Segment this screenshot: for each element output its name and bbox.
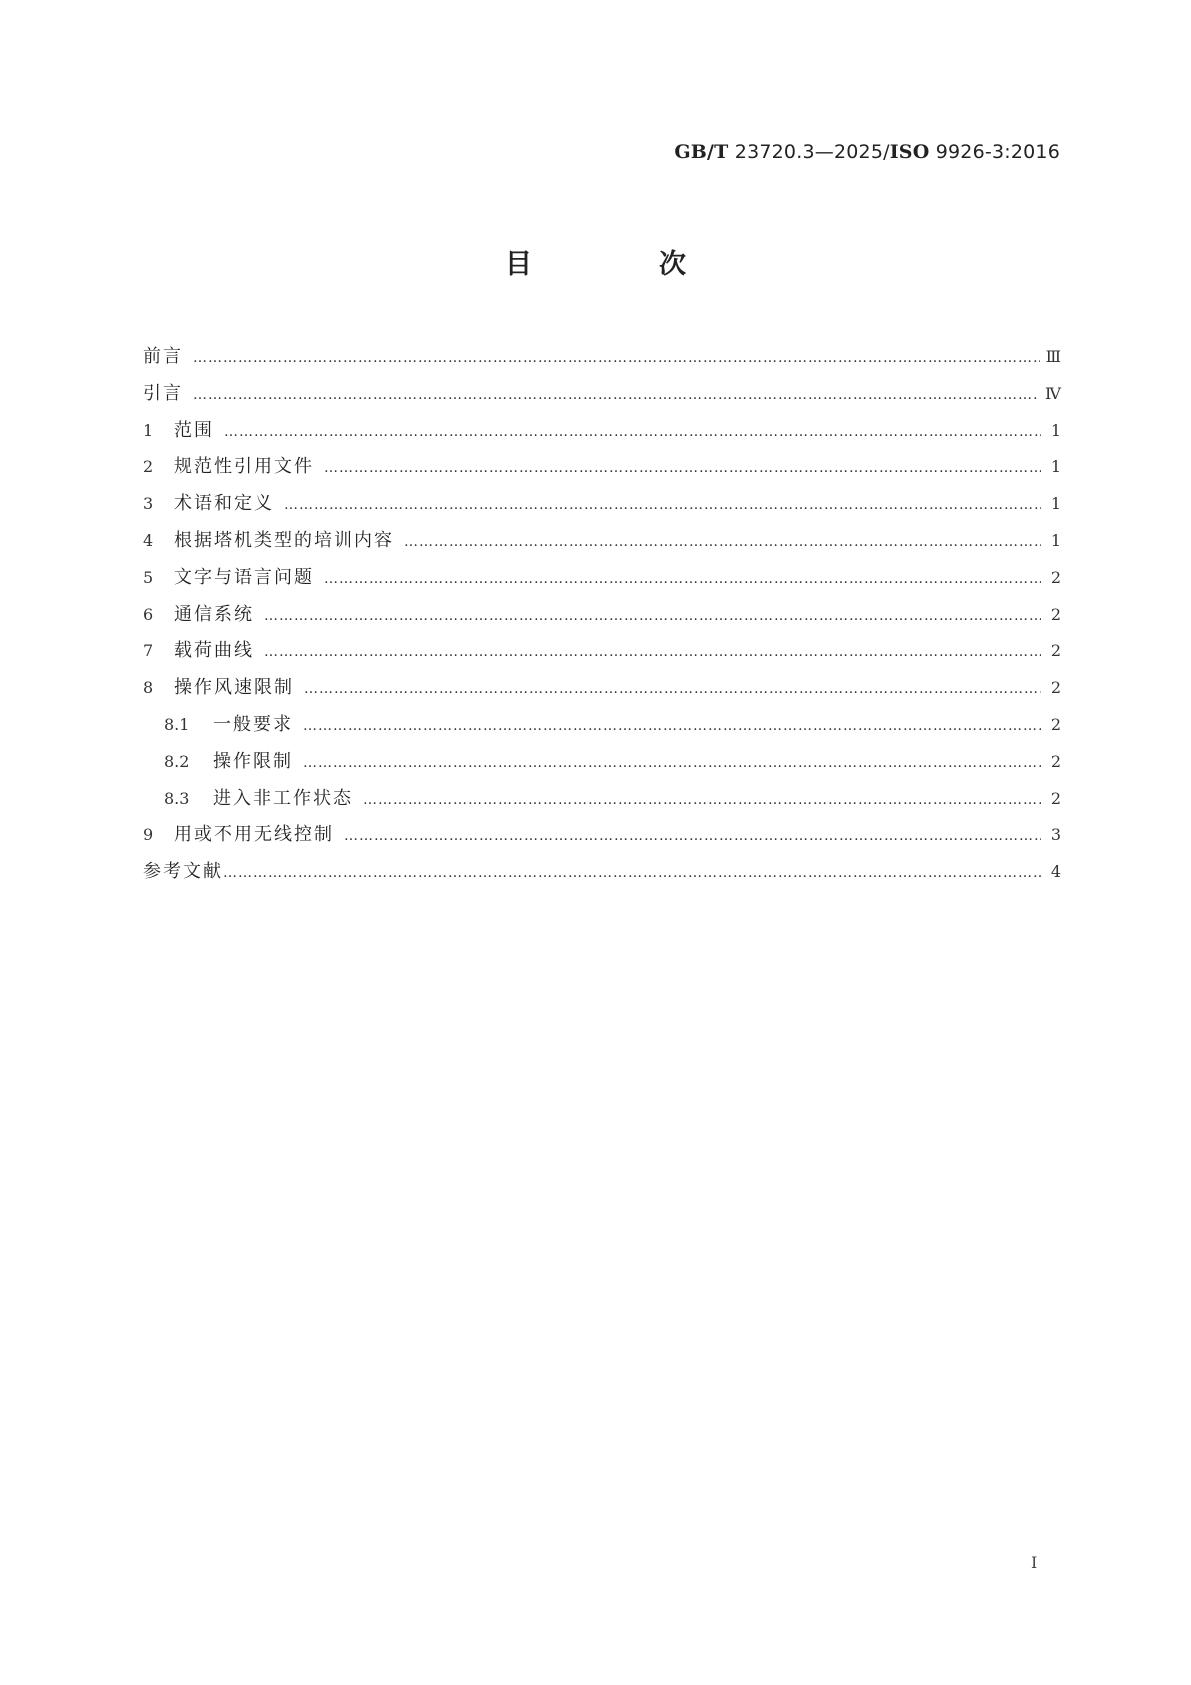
toc-dot-leader	[223, 855, 1041, 892]
toc-entry-number: 9	[143, 825, 154, 845]
toc-entry-label: 进入非工作状态	[213, 787, 353, 809]
iso-prefix: ISO	[889, 141, 930, 163]
toc-entry-page: 2	[1050, 714, 1061, 734]
toc-entry-introduction[interactable]	[143, 376, 1061, 413]
toc-entry-9[interactable]	[143, 817, 1061, 854]
toc-dot-leader	[303, 745, 1041, 782]
toc-entry-label: 引言	[143, 382, 183, 404]
toc-entry-6[interactable]	[143, 597, 1061, 634]
toc-entry-label: 一般要求	[213, 713, 293, 735]
toc-entry-3[interactable]	[143, 486, 1061, 523]
toc-entry-bibliography[interactable]	[143, 854, 1061, 891]
toc-entry-page: 1	[1050, 420, 1061, 440]
toc-entry-page: 1	[1050, 530, 1061, 550]
toc-entry-label: 参考文献	[143, 861, 223, 883]
toc-entry-page: 1	[1050, 494, 1061, 514]
toc-dot-leader	[324, 561, 1041, 598]
toc-entry-4[interactable]	[143, 523, 1061, 560]
toc-dot-leader	[303, 708, 1041, 745]
toc-dot-leader	[193, 377, 1039, 414]
toc-entry-8-3[interactable]	[143, 781, 1061, 818]
toc-entry-label: 通信系统	[174, 603, 254, 625]
toc-dot-leader	[284, 487, 1041, 524]
iso-number: 9926-3:2016	[935, 141, 1060, 163]
toc-entry-number: 2	[143, 457, 154, 477]
toc-entry-8-1[interactable]	[143, 707, 1061, 744]
toc-entry-page: Ⅳ	[1045, 383, 1061, 403]
toc-entry-number: 3	[143, 494, 154, 514]
toc-entry-label: 术语和定义	[174, 493, 274, 515]
toc-entry-page: 4	[1050, 862, 1061, 882]
toc-entry-label: 操作风速限制	[174, 677, 294, 699]
page-title: 目 次	[505, 249, 736, 280]
toc-entry-label: 操作限制	[213, 750, 293, 772]
toc-entry-number: 8	[143, 678, 154, 698]
toc-dot-leader	[344, 818, 1041, 855]
toc-entry-page: 2	[1050, 567, 1061, 587]
toc-entry-label: 规范性引用文件	[174, 456, 314, 478]
toc-entry-8-2[interactable]	[143, 744, 1061, 781]
toc-entry-page: 2	[1050, 751, 1061, 771]
toc-entry-page: 1	[1050, 457, 1061, 477]
toc-entry-label: 用或不用无线控制	[174, 824, 334, 846]
toc-entry-number: 8.1	[164, 714, 190, 734]
toc-entry-page: 2	[1050, 678, 1061, 698]
toc-dot-leader	[193, 340, 1040, 377]
toc-entry-page: Ⅲ	[1045, 347, 1061, 366]
toc-dot-leader	[224, 414, 1041, 451]
toc-entry-page: 2	[1050, 641, 1061, 661]
toc-entry-number: 5	[143, 567, 154, 587]
std-number: 23720.3—2025/	[734, 141, 890, 163]
toc-entry-page: 2	[1050, 604, 1061, 624]
toc-entry-2[interactable]	[143, 449, 1061, 486]
toc-dot-leader	[324, 450, 1041, 487]
std-prefix: GB/T	[674, 141, 729, 163]
toc-entry-number: 8.3	[164, 788, 190, 808]
toc-entry-number: 6	[143, 604, 154, 624]
toc-entry-8[interactable]	[143, 670, 1061, 707]
page-number: Ⅰ	[1031, 1553, 1038, 1572]
toc-dot-leader	[363, 782, 1041, 819]
toc-entry-page: 2	[1050, 788, 1061, 808]
toc-entry-page: 3	[1050, 825, 1061, 845]
toc-entry-label: 文字与语言问题	[174, 566, 314, 588]
toc-dot-leader	[264, 634, 1041, 671]
toc-entry-number: 8.2	[164, 751, 190, 771]
toc-entry-1[interactable]	[143, 413, 1061, 450]
toc-entry-number: 7	[143, 641, 154, 661]
toc-entry-label: 根据塔机类型的培训内容	[174, 529, 394, 551]
toc-dot-leader	[404, 524, 1041, 561]
toc-dot-leader	[264, 598, 1041, 635]
toc-entry-5[interactable]	[143, 560, 1061, 597]
standard-code-header	[674, 141, 1060, 163]
toc-entry-label: 载荷曲线	[174, 640, 254, 662]
toc-entry-label: 前言	[143, 346, 183, 367]
toc-entry-7[interactable]	[143, 633, 1061, 670]
table-of-contents	[143, 339, 1061, 891]
toc-dot-leader	[304, 671, 1041, 708]
toc-entry-foreword[interactable]	[143, 339, 1061, 376]
toc-entry-number: 4	[143, 530, 154, 550]
toc-entry-number: 1	[143, 420, 154, 440]
toc-entry-label: 范围	[174, 419, 214, 441]
